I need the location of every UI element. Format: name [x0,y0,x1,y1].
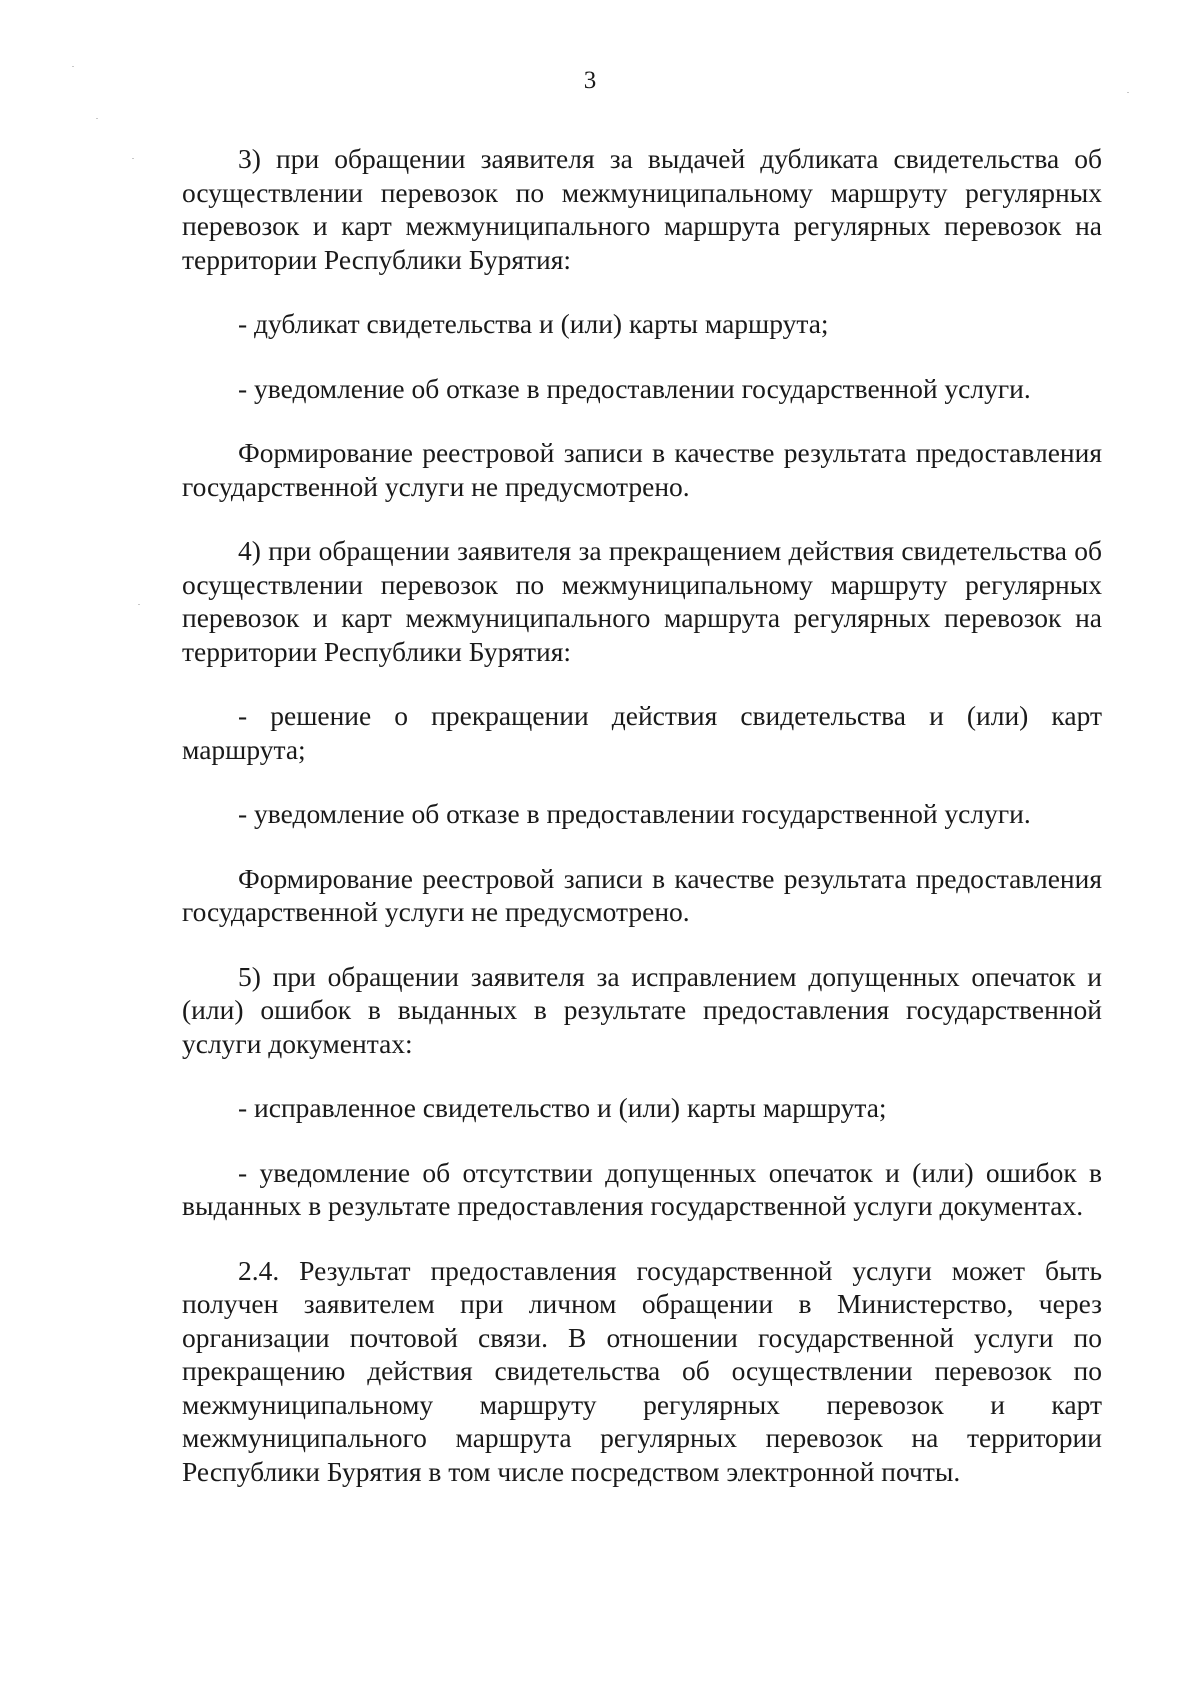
scan-speck [138,604,140,605]
registry-note: Формирование реестровой записи в качестве результата предоставления государственной услуги не предусмотрено. [182,437,1102,502]
scan-speck [96,118,98,119]
paragraph-item-5: 5) при обращении заявителя за исправлением допущенных опечаток и (или) ошибок в выданных в результате предоставления государственной услуги документах: [182,960,1102,1059]
paragraph-item-4: 4) при обращении заявителя за прекращением действия свидетельства об осуществлении перевозок по межмуниципальному маршруту регулярных перевозок и карт межмуниципального маршрута регулярных перевозок на территории Республики Бурятия: [182,535,1102,667]
result-duplicate: - дубликат свидетельства и (или) карты маршрута; [238,308,829,339]
result-termination-decision: - решение о прекращении действия свидетельства и (или) карт маршрута; [182,700,1102,765]
result-refusal-notice: - уведомление об отказе в предоставлении государственной услуги. [238,798,1031,829]
result-no-errors-notice: - уведомление об отсутствии допущенных опечаток и (или) ошибок в выданных в результате предоставления государственной услуги документах. [182,1156,1102,1221]
paragraph-item-3: 3) при обращении заявителя за выдачей дубликата свидетельства об осуществлении перевозок по межмуниципальному маршруту регулярных перевозок и карт межмуниципального маршрута регулярных перевозок на территории Республики Бурятия: [182,143,1102,275]
page-number: 3 [583,67,597,94]
document-body [182,142,1102,1488]
scan-speck [72,66,74,67]
scan-speck [132,158,134,159]
registry-note: Формирование реестровой записи в качестве результата предоставления государственной услуги не предусмотрено. [182,862,1102,927]
result-corrected-certificate: - исправленное свидетельство и (или) карты маршрута; [238,1092,887,1123]
section-2-4: 2.4. Результат предоставления государственной услуги может быть получен заявителем при личном обращении в Министерство, через организации почтовой связи. В отношении государственной услуги по прекращению действия свидетельства об осуществлении перевозок по межмуниципальному маршруту регулярных перевозок и карт межмуниципального маршрута регулярных перевозок на территории Республики Бурятия в том числе посредством электронной почты. [182,1254,1102,1487]
result-refusal-notice: - уведомление об отказе в предоставлении государственной услуги. [238,372,1031,404]
